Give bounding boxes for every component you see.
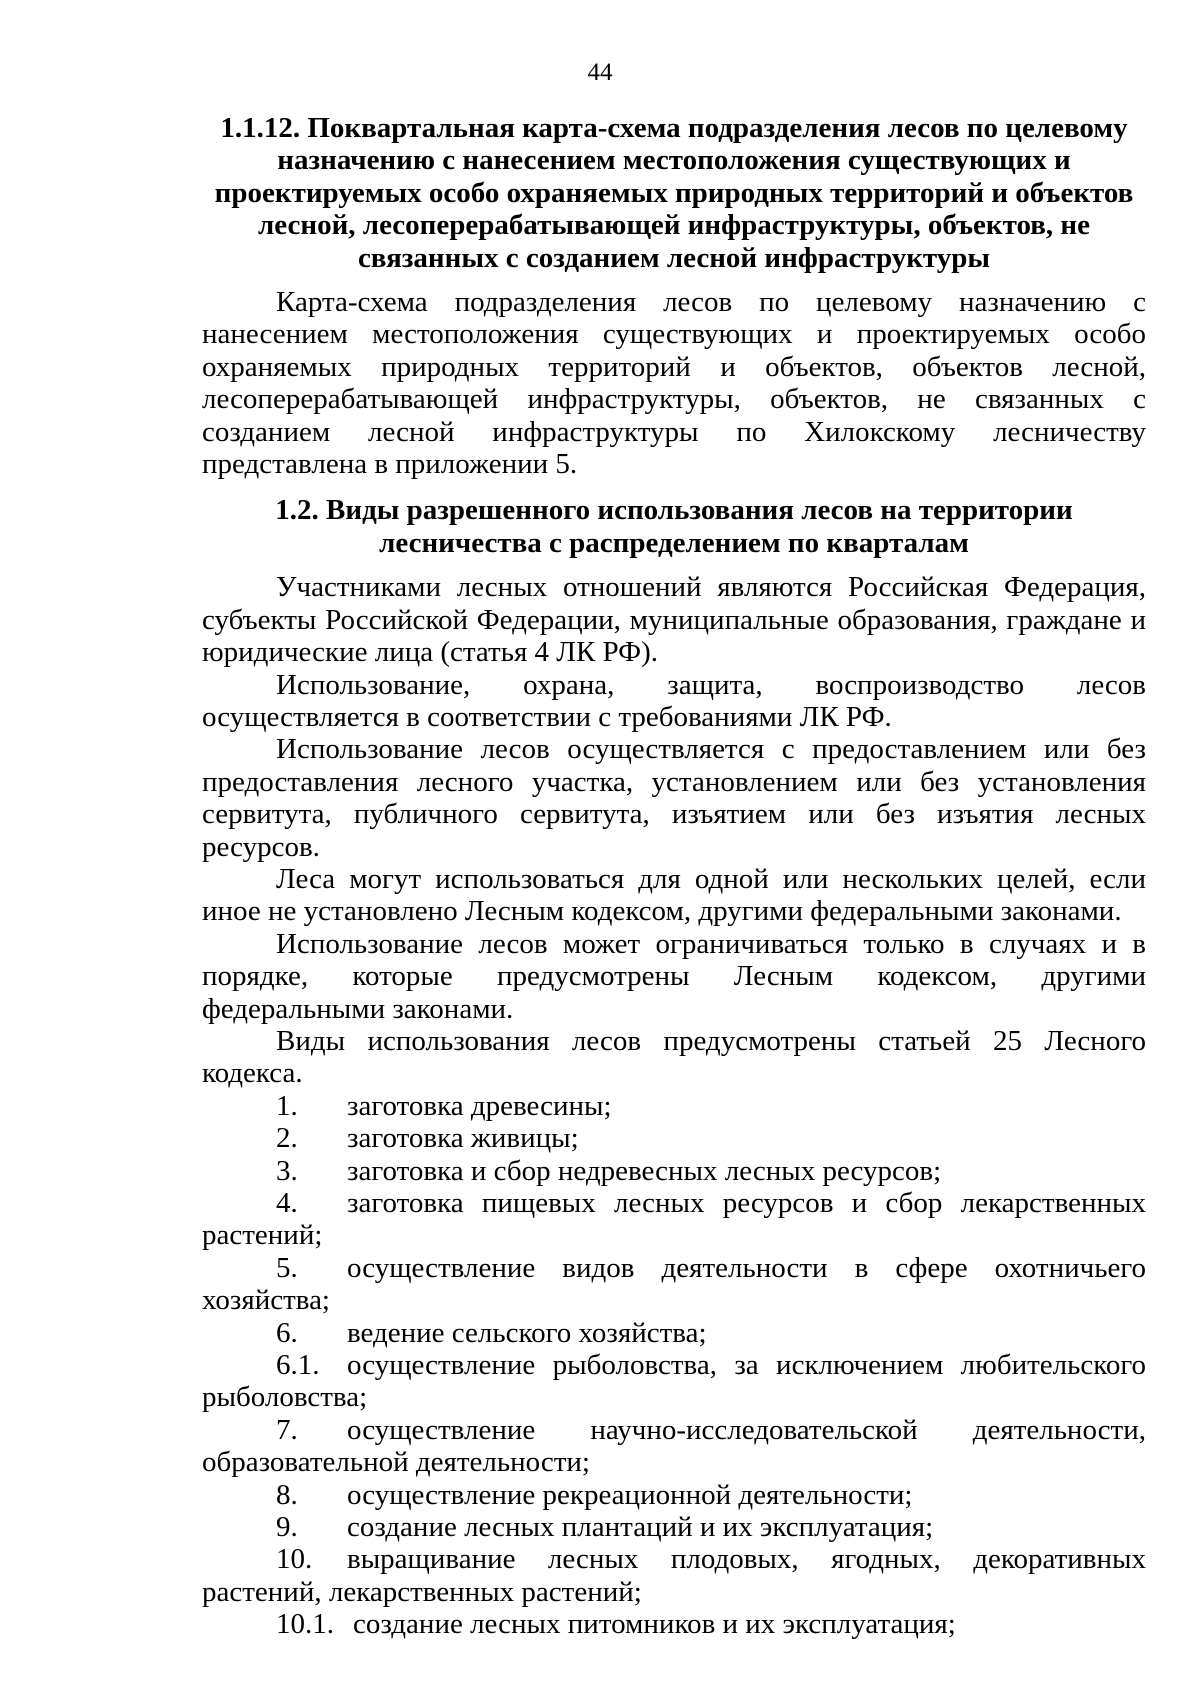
list-item-text: осуществление научно-исследовательской деятельности, образовательной деятельности;	[202, 1413, 1146, 1479]
list-item	[202, 1608, 1146, 1640]
list-item	[202, 1543, 1146, 1608]
list-item	[202, 1511, 1146, 1543]
paragraph-use-restrictions: Использование лесов может ограничиваться только в случаях и в порядке, которые предусмотрены Лесным кодексом, другими федеральными законами.	[202, 927, 1146, 1025]
list-item-text: осуществление видов деятельности в сфере охотничьего хозяйства;	[202, 1251, 1146, 1317]
list-item	[202, 1155, 1146, 1187]
list-item-number: 8.	[276, 1478, 298, 1511]
list-item	[202, 1479, 1146, 1511]
list-item-number: 10.1.	[276, 1608, 334, 1641]
page-number: 44	[587, 59, 613, 86]
list-item-number: 10.	[276, 1543, 313, 1576]
list-item-number: 6.1.	[276, 1349, 320, 1382]
list-item-number: 2.	[276, 1122, 298, 1155]
list-item	[202, 1349, 1146, 1414]
section-heading-1-2: 1.2. Виды разрешенного использования лесов на территории лесничества с распределением по кварталам	[275, 494, 1073, 559]
list-item-number: 6.	[276, 1316, 298, 1349]
list-item-text: заготовка древесины;	[347, 1089, 612, 1122]
section-heading-1-1-12: 1.1.12. Поквартальная карта-схема подразделения лесов по целевому назначению с нанесением местоположения существующих и проектируемых особо охраняемых природных территорий и объектов лесной, лесоперерабатывающей инфраструктуры, объектов, не связанных с созданием лесной инфраструктуры	[214, 112, 1134, 274]
list-item-text: создание лесных питомников и их эксплуатация;	[353, 1608, 956, 1641]
list-item-number: 1.	[276, 1089, 298, 1122]
list-item	[202, 1414, 1146, 1479]
list-item-text: заготовка живицы;	[347, 1122, 579, 1155]
list-item-text: создание лесных плантаций и их эксплуатация;	[347, 1511, 934, 1544]
paragraph-use-conditions: Использование лесов осуществляется с предоставлением или без предоставления лесного участка, установлением или без установления сервитута, публичного сервитута, изъятием или без изъятия лесных ресурсов.	[202, 733, 1146, 863]
list-item	[202, 1187, 1146, 1252]
paragraph-participants: Участниками лесных отношений являются Российская Федерация, субъекты Российской Федерации, муниципальные образования, граждане и юридические лица (статья 4 ЛК РФ).	[202, 571, 1146, 669]
list-item-text: осуществление рыболовства, за исключением любительского рыболовства;	[202, 1349, 1146, 1414]
list-item	[202, 1090, 1146, 1122]
list-item-text: заготовка пищевых лесных ресурсов и сбор лекарственных растений;	[202, 1187, 1146, 1252]
list-item-number: 3.	[276, 1154, 298, 1187]
list-item	[202, 1252, 1146, 1317]
list-item-number: 9.	[276, 1511, 298, 1544]
page-content	[202, 112, 1146, 1641]
paragraph-use-purposes: Леса могут использоваться для одной или нескольких целей, если иное не установлено Лесным кодексом, другими федеральными законами.	[202, 862, 1146, 928]
list-item-text: ведение сельского хозяйства;	[347, 1316, 707, 1349]
paragraph-use-types: Виды использования лесов предусмотрены статьей 25 Лесного кодекса.	[202, 1024, 1146, 1090]
list-item-number: 7.	[276, 1413, 298, 1446]
list-item-number: 5.	[276, 1251, 298, 1284]
list-item-text: осуществление рекреационной деятельности;	[347, 1478, 913, 1511]
list-item	[202, 1122, 1146, 1154]
list-item	[202, 1317, 1146, 1349]
list-item-text: заготовка и сбор недревесных лесных ресурсов;	[347, 1154, 942, 1187]
paragraph-use-protection: Использование, охрана, защита, воспроизводство лесов осуществляется в соответствии с требованиями ЛК РФ.	[202, 668, 1146, 733]
list-item-number: 4.	[276, 1187, 298, 1219]
list-item-text: выращивание лесных плодовых, ягодных, декоративных растений, лекарственных растений;	[202, 1543, 1146, 1608]
paragraph-map-scheme: Карта-схема подразделения лесов по целевому назначению с нанесением местоположения существующих и проектируемых особо охраняемых природных территорий и объектов, объектов лесной, лесоперерабатывающей инфраструктуры, объектов, не связанных с созданием лесной инфраструктуры по Хилокскому лесничеству представлена в приложении 5.	[202, 286, 1146, 481]
forest-use-types-list	[202, 1090, 1146, 1641]
